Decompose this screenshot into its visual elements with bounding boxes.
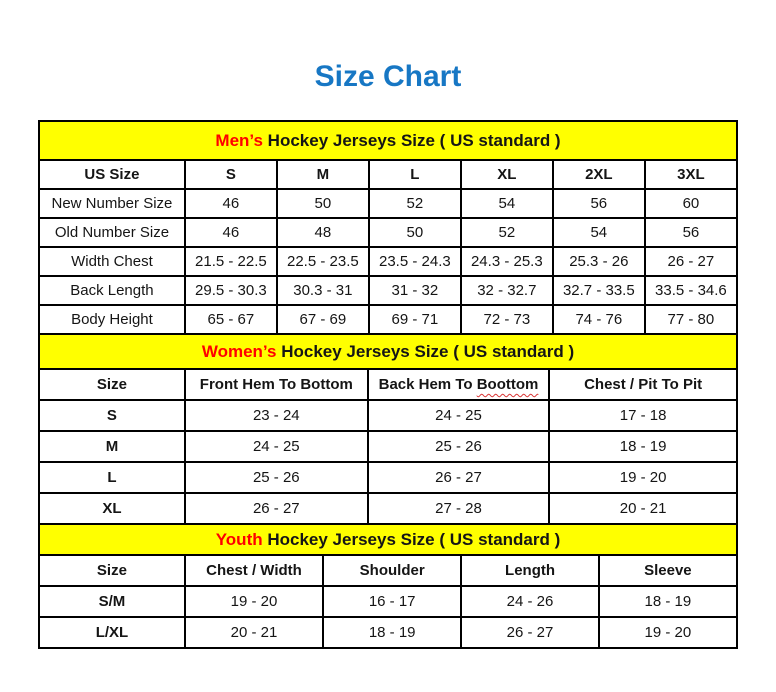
- row-label: L: [39, 462, 185, 493]
- row-label: Width Chest: [39, 247, 185, 276]
- mens-section-highlight: Men’s: [215, 131, 263, 150]
- table-cell: 56: [553, 189, 645, 218]
- mens-column-header-3xl: 3XL: [645, 160, 737, 189]
- table-cell: 67 - 69: [277, 305, 369, 334]
- womens-section-header: [38, 333, 738, 370]
- table-cell: 24.3 - 25.3: [461, 247, 553, 276]
- row-label: M: [39, 431, 185, 462]
- womens-header-row: [39, 369, 737, 400]
- table-cell: 25.3 - 26: [553, 247, 645, 276]
- womens-section-title: Hockey Jerseys Size ( US standard ): [276, 342, 575, 361]
- youth-column-header-sleeve: Sleeve: [599, 555, 737, 586]
- youth-row-sm: [39, 586, 737, 617]
- womens-column-header-front-hem: Front Hem To Bottom: [185, 369, 368, 400]
- table-cell: 33.5 - 34.6: [645, 276, 737, 305]
- table-cell: 46: [185, 218, 277, 247]
- table-cell: 24 - 25: [368, 400, 549, 431]
- misspelled-word: Boottom: [476, 376, 539, 393]
- table-cell: 30.3 - 31: [277, 276, 369, 305]
- row-label: Body Height: [39, 305, 185, 334]
- youth-size-table: [38, 554, 738, 649]
- row-label: Back Length: [39, 276, 185, 305]
- mens-header-row: [39, 160, 737, 189]
- table-cell: 26 - 27: [645, 247, 737, 276]
- row-label: Old Number Size: [39, 218, 185, 247]
- table-cell: 16 - 17: [323, 586, 461, 617]
- youth-column-header-shoulder: Shoulder: [323, 555, 461, 586]
- back-hem-label-prefix: Back Hem To: [378, 376, 477, 393]
- table-cell: 29.5 - 30.3: [185, 276, 277, 305]
- size-chart-container: [38, 120, 738, 649]
- mens-column-header-m: M: [277, 160, 369, 189]
- table-cell: 46: [185, 189, 277, 218]
- table-cell: 54: [461, 189, 553, 218]
- row-label: L/XL: [39, 617, 185, 648]
- table-cell: 31 - 32: [369, 276, 461, 305]
- mens-column-header-2xl: 2XL: [553, 160, 645, 189]
- table-cell: 24 - 26: [461, 586, 599, 617]
- womens-column-header-size: Size: [39, 369, 185, 400]
- youth-section-header: [38, 523, 738, 556]
- youth-column-header-size: Size: [39, 555, 185, 586]
- youth-header-row: [39, 555, 737, 586]
- table-cell: 25 - 26: [185, 462, 368, 493]
- mens-row-back-length: [39, 276, 737, 305]
- womens-column-header-chest: Chest / Pit To Pit: [549, 369, 737, 400]
- row-label: New Number Size: [39, 189, 185, 218]
- table-cell: 50: [277, 189, 369, 218]
- womens-row-xl: [39, 493, 737, 524]
- table-cell: 23 - 24: [185, 400, 368, 431]
- mens-column-header-l: L: [369, 160, 461, 189]
- table-cell: 24 - 25: [185, 431, 368, 462]
- youth-column-header-chest-width: Chest / Width: [185, 555, 323, 586]
- table-cell: 20 - 21: [185, 617, 323, 648]
- youth-row-lxl: [39, 617, 737, 648]
- womens-row-l: [39, 462, 737, 493]
- table-cell: 21.5 - 22.5: [185, 247, 277, 276]
- table-cell: 77 - 80: [645, 305, 737, 334]
- table-cell: 26 - 27: [368, 462, 549, 493]
- youth-section-title: Hockey Jerseys Size ( US standard ): [262, 530, 561, 549]
- table-cell: 19 - 20: [599, 617, 737, 648]
- table-cell: 23.5 - 24.3: [369, 247, 461, 276]
- table-cell: 19 - 20: [185, 586, 323, 617]
- youth-column-header-length: Length: [461, 555, 599, 586]
- table-cell: 32.7 - 33.5: [553, 276, 645, 305]
- womens-section-highlight: Women’s: [201, 342, 277, 361]
- mens-column-header-s: S: [185, 160, 277, 189]
- mens-row-width-chest: [39, 247, 737, 276]
- table-cell: 65 - 67: [185, 305, 277, 334]
- table-cell: 32 - 32.7: [461, 276, 553, 305]
- mens-column-header-us-size: US Size: [39, 160, 185, 189]
- youth-section-highlight: Youth: [215, 530, 263, 549]
- table-cell: 22.5 - 23.5: [277, 247, 369, 276]
- womens-column-header-back-hem: [368, 369, 549, 400]
- table-cell: 56: [645, 218, 737, 247]
- page-title: Size Chart: [314, 60, 462, 93]
- table-cell: 17 - 18: [549, 400, 737, 431]
- mens-column-header-xl: XL: [461, 160, 553, 189]
- table-cell: 50: [369, 218, 461, 247]
- table-cell: 18 - 19: [323, 617, 461, 648]
- table-cell: 26 - 27: [185, 493, 368, 524]
- table-cell: 18 - 19: [549, 431, 737, 462]
- mens-row-new-number-size: [39, 189, 737, 218]
- mens-row-old-number-size: [39, 218, 737, 247]
- row-label: S: [39, 400, 185, 431]
- mens-section-header: [38, 120, 738, 161]
- table-cell: 60: [645, 189, 737, 218]
- table-cell: 69 - 71: [369, 305, 461, 334]
- womens-row-s: [39, 400, 737, 431]
- womens-row-m: [39, 431, 737, 462]
- table-cell: 52: [461, 218, 553, 247]
- table-cell: 19 - 20: [549, 462, 737, 493]
- table-cell: 54: [553, 218, 645, 247]
- mens-row-body-height: [39, 305, 737, 334]
- row-label: S/M: [39, 586, 185, 617]
- table-cell: 25 - 26: [368, 431, 549, 462]
- table-cell: 20 - 21: [549, 493, 737, 524]
- table-cell: 48: [277, 218, 369, 247]
- table-cell: 27 - 28: [368, 493, 549, 524]
- womens-size-table: [38, 368, 738, 525]
- mens-section-title: Hockey Jerseys Size ( US standard ): [262, 131, 561, 150]
- table-cell: 72 - 73: [461, 305, 553, 334]
- table-cell: 74 - 76: [553, 305, 645, 334]
- row-label: XL: [39, 493, 185, 524]
- table-cell: 26 - 27: [461, 617, 599, 648]
- table-cell: 52: [369, 189, 461, 218]
- mens-size-table: [38, 159, 738, 335]
- table-cell: 18 - 19: [599, 586, 737, 617]
